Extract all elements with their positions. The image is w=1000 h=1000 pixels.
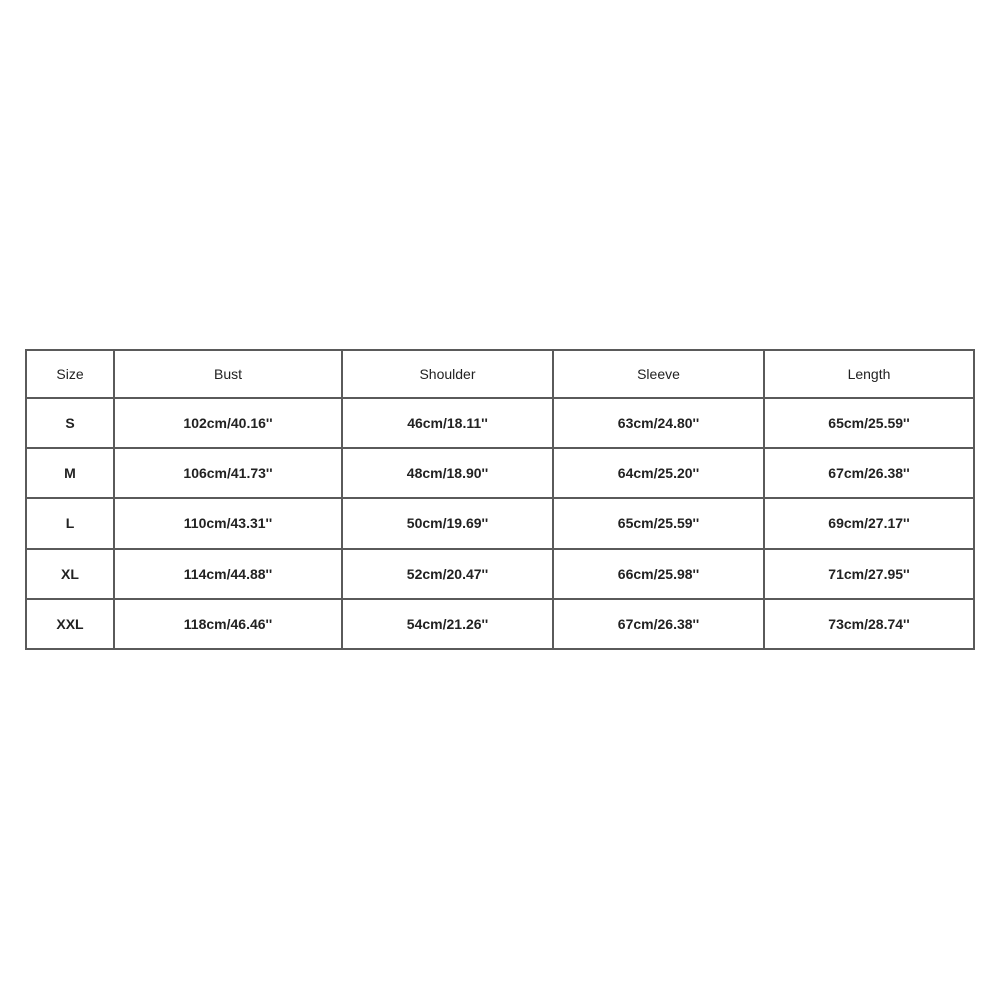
length-cell: 67cm/26.38'' xyxy=(764,448,974,498)
bust-cell: 110cm/43.31'' xyxy=(114,498,342,548)
size-cell: XXL xyxy=(26,599,114,649)
length-cell: 65cm/25.59'' xyxy=(764,398,974,448)
length-cell: 69cm/27.17'' xyxy=(764,498,974,548)
size-cell: M xyxy=(26,448,114,498)
sleeve-cell: 67cm/26.38'' xyxy=(553,599,764,649)
shoulder-cell: 52cm/20.47'' xyxy=(342,549,553,599)
size-chart-table xyxy=(25,349,975,650)
table-row xyxy=(26,549,974,599)
bust-cell: 102cm/40.16'' xyxy=(114,398,342,448)
table-header-row xyxy=(26,350,974,398)
length-cell: 73cm/28.74'' xyxy=(764,599,974,649)
shoulder-cell: 50cm/19.69'' xyxy=(342,498,553,548)
header-shoulder: Shoulder xyxy=(342,350,553,398)
table-row xyxy=(26,599,974,649)
header-length: Length xyxy=(764,350,974,398)
bust-cell: 118cm/46.46'' xyxy=(114,599,342,649)
sleeve-cell: 65cm/25.59'' xyxy=(553,498,764,548)
header-size: Size xyxy=(26,350,114,398)
table-row xyxy=(26,498,974,548)
bust-cell: 114cm/44.88'' xyxy=(114,549,342,599)
header-bust: Bust xyxy=(114,350,342,398)
length-cell: 71cm/27.95'' xyxy=(764,549,974,599)
size-cell: L xyxy=(26,498,114,548)
header-sleeve: Sleeve xyxy=(553,350,764,398)
bust-cell: 106cm/41.73'' xyxy=(114,448,342,498)
size-cell: S xyxy=(26,398,114,448)
shoulder-cell: 46cm/18.11'' xyxy=(342,398,553,448)
shoulder-cell: 54cm/21.26'' xyxy=(342,599,553,649)
sleeve-cell: 64cm/25.20'' xyxy=(553,448,764,498)
sleeve-cell: 63cm/24.80'' xyxy=(553,398,764,448)
sleeve-cell: 66cm/25.98'' xyxy=(553,549,764,599)
shoulder-cell: 48cm/18.90'' xyxy=(342,448,553,498)
size-cell: XL xyxy=(26,549,114,599)
table-row xyxy=(26,448,974,498)
table-row xyxy=(26,398,974,448)
